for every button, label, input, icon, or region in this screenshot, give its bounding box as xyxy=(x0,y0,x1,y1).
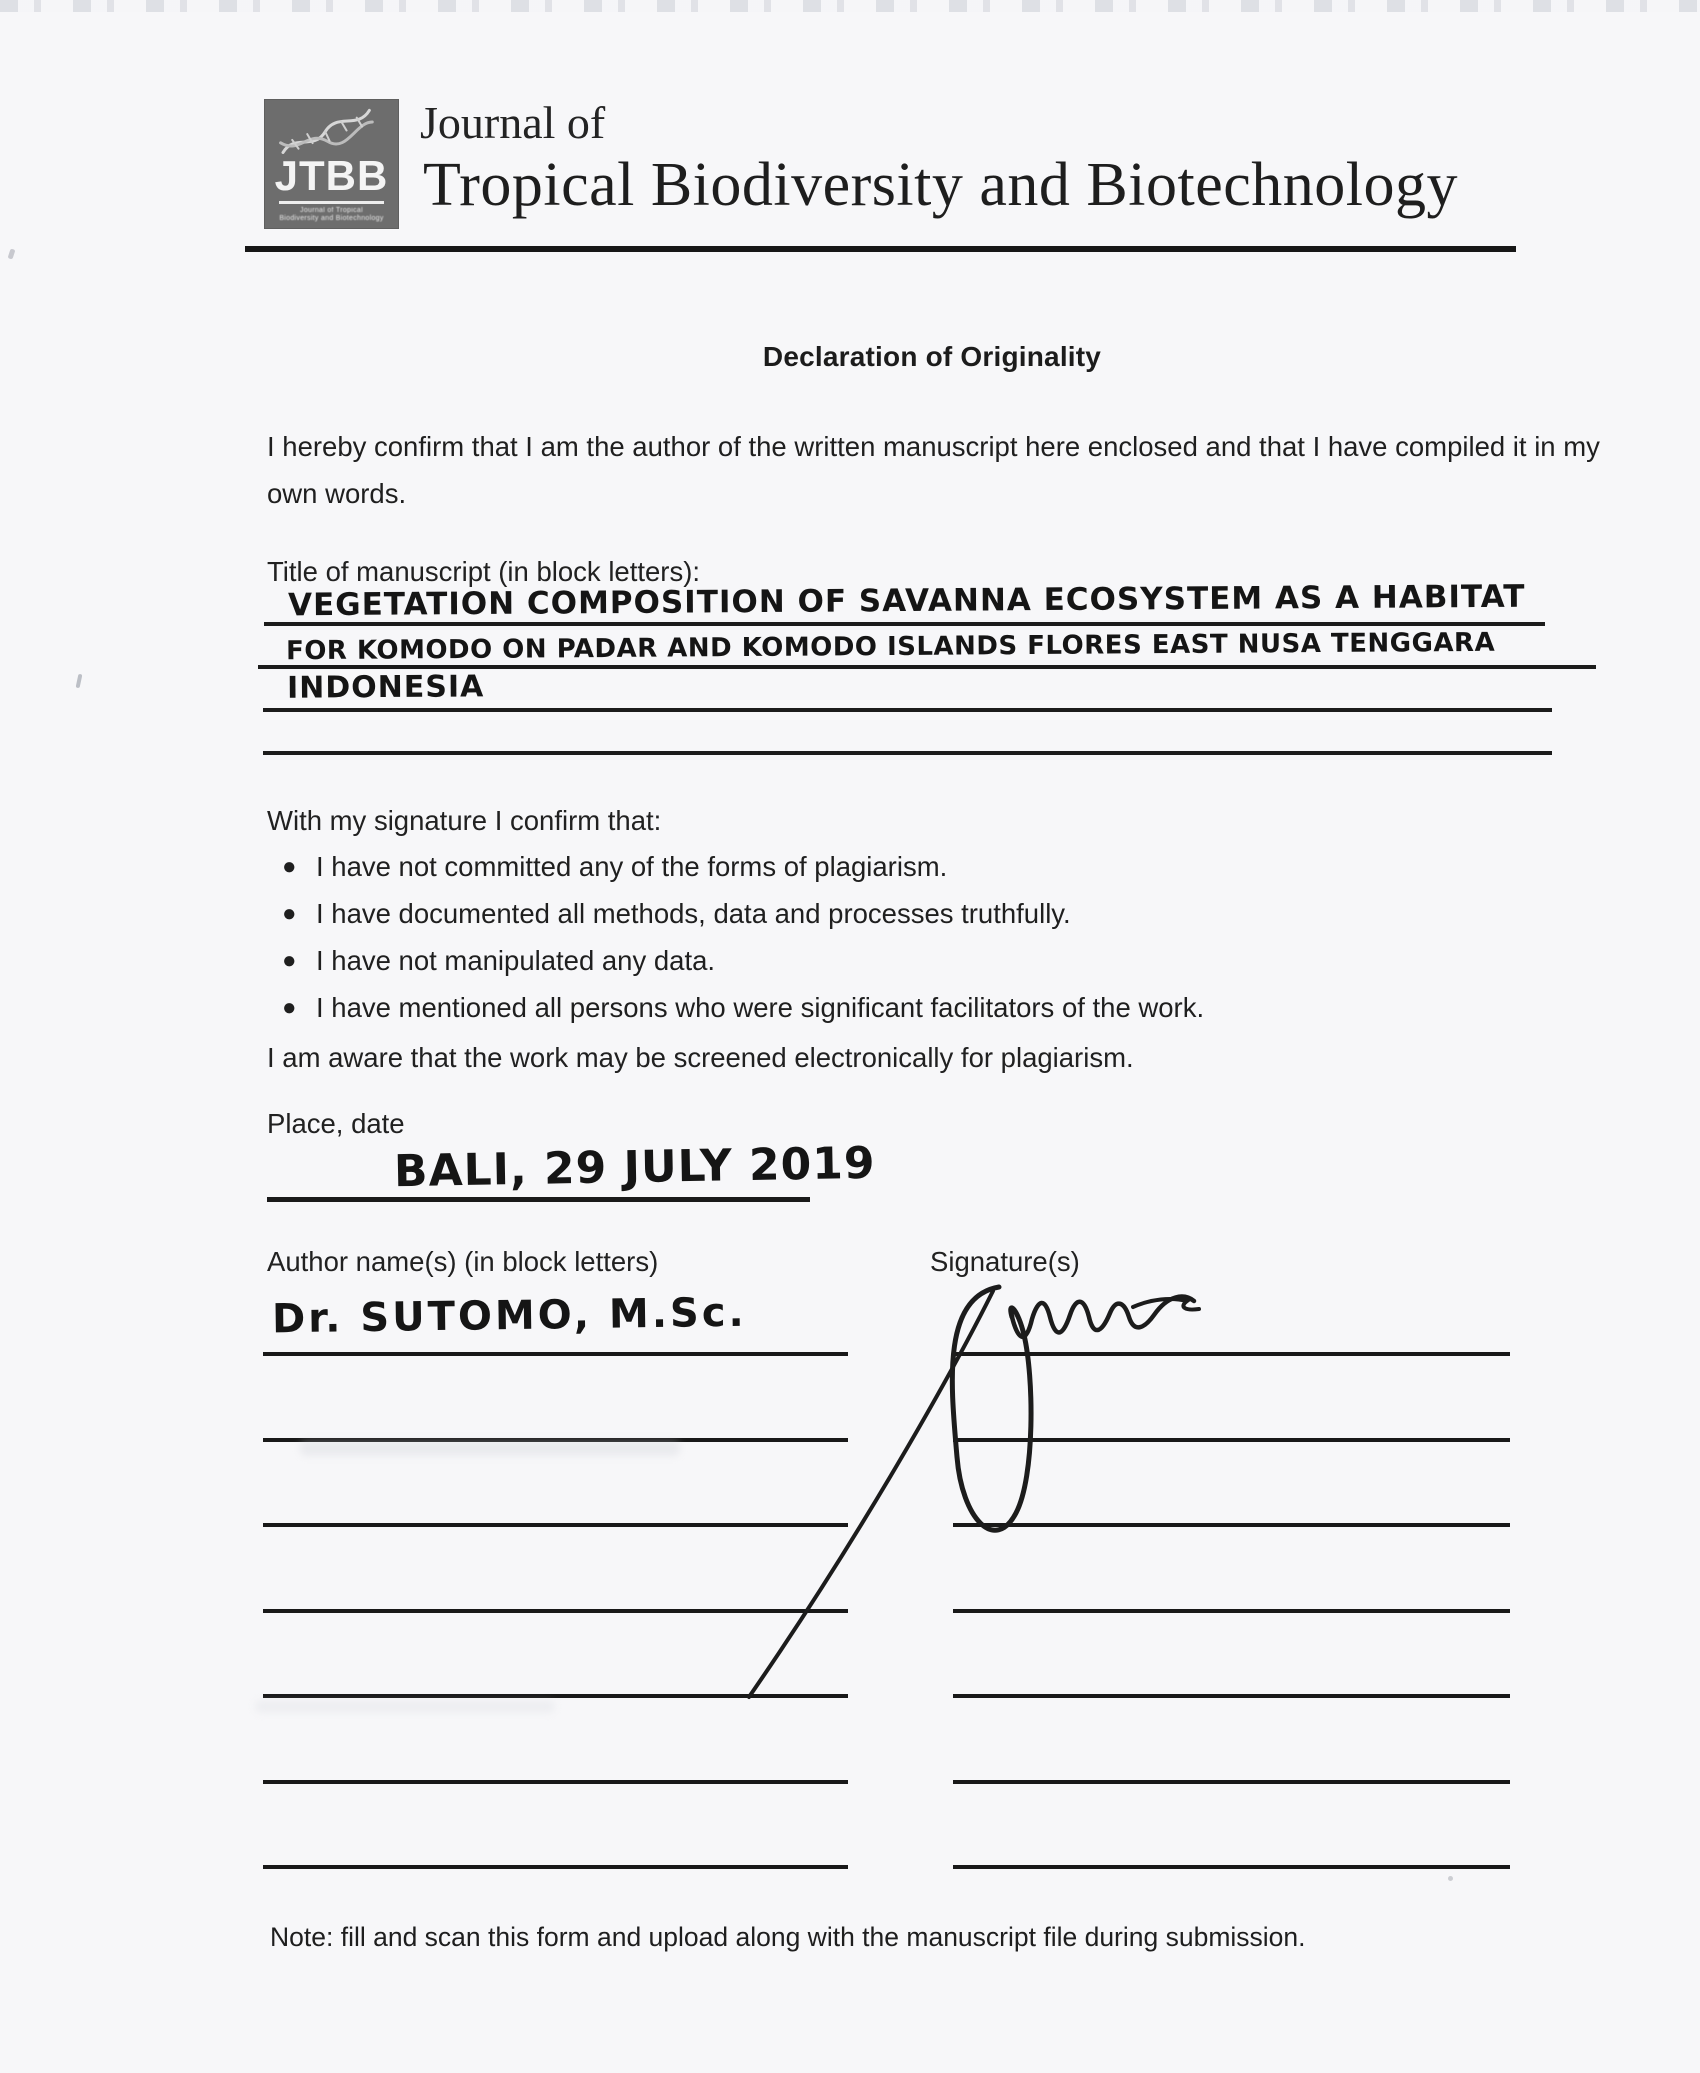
manuscript-title-line-2 xyxy=(258,627,1596,669)
manuscript-title-label: Title of manuscript (in block letters): xyxy=(267,556,701,587)
confirm-item: ● I have mentioned all persons who were significant facilitators of the work. xyxy=(282,992,1205,1023)
confirm-item: ● I have not manipulated any data. xyxy=(282,945,716,976)
bullet-icon: ● xyxy=(282,947,297,974)
journal-prefix: Journal of xyxy=(420,97,606,148)
scan-speck xyxy=(1448,1876,1453,1881)
signature-line xyxy=(953,1865,1510,1869)
place-date-label: Place, date xyxy=(267,1108,405,1139)
jtbb-logo xyxy=(265,100,398,228)
bullet-icon: ● xyxy=(282,900,297,927)
manuscript-title-line-1 xyxy=(264,578,1545,626)
scan-noise-band xyxy=(0,0,1700,12)
dna-helix-icon xyxy=(273,106,391,154)
signatures-label: Signature(s) xyxy=(930,1246,1080,1277)
confirm-item: ● I have documented all methods, data and processes truthfully. xyxy=(282,898,1071,929)
journal-name: Tropical Biodiversity and Biotechnology xyxy=(423,151,1458,219)
manuscript-title-line-3 xyxy=(263,669,1552,712)
scan-speck xyxy=(76,674,83,689)
handwritten-title-2: FOR KOMODO ON PADAR AND KOMODO ISLANDS FLORES EAST NUSA TENGGARA xyxy=(285,627,1496,667)
author-names-label: Author name(s) (in block letters) xyxy=(267,1246,659,1277)
logo-tagline: Journal of Tropical Biodiversity and Biotechnology xyxy=(279,207,384,222)
handwritten-place-date: BALI, 29 JULY 2019 xyxy=(393,1137,876,1198)
scan-speck xyxy=(8,248,16,259)
header-rule xyxy=(245,246,1516,252)
author-name-line xyxy=(263,1780,848,1784)
signature-stroke xyxy=(735,1255,1205,1715)
logo-acronym: JTBB xyxy=(274,152,389,199)
submission-note: Note: fill and scan this form and upload along with the manuscript file during submission. xyxy=(270,1922,1306,1952)
bleed-through-ghost xyxy=(255,1700,555,1713)
handwritten-title-3: INDONESIA xyxy=(286,669,485,706)
bullet-icon: ● xyxy=(282,994,297,1021)
logo-divider xyxy=(279,201,384,204)
place-date-line xyxy=(267,1197,810,1202)
bleed-through-ghost xyxy=(300,1440,680,1456)
signature-line xyxy=(953,1780,1510,1784)
screening-note: I am aware that the work may be screened electronically for plagiarism. xyxy=(267,1042,1134,1073)
handwritten-author-name: Dr. SUTOMO, M.Sc. xyxy=(271,1289,748,1343)
confirm-list xyxy=(267,851,1567,1039)
handwritten-title-1: VEGETATION COMPOSITION OF SAVANNA ECOSYSTEM AS A HABITAT xyxy=(287,578,1526,624)
bullet-icon: ● xyxy=(282,853,297,880)
author-name-line xyxy=(263,1865,848,1869)
confirm-heading: With my signature I confirm that: xyxy=(267,805,662,836)
form-title: Declaration of Originality xyxy=(762,341,1102,372)
manuscript-title-line-4 xyxy=(263,751,1552,755)
confirm-item: ● I have not committed any of the forms of plagiarism. xyxy=(282,851,948,882)
intro-paragraph: I hereby confirm that I am the author of the written manuscript here enclosed and that I have compiled it in my own words. xyxy=(267,431,1600,509)
